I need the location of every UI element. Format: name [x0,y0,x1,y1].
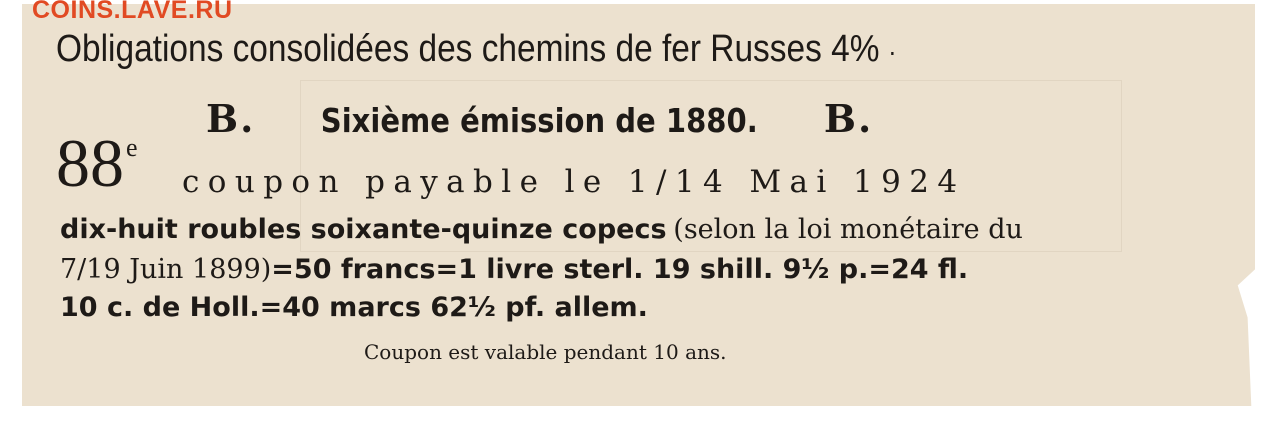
bond-title [56,28,896,71]
emission-line [206,96,873,141]
site-watermark: COINS.LAVE.RU [32,0,233,24]
amount-equivalents-1: =50 francs=1 livre sterl. 19 shill. 9½ p.=24 fl. [271,254,969,285]
validity-note: Coupon est valable pendant 10 ans. [364,340,727,364]
payable-date-line: coupon payable le 1/14 Mai 1924 [182,164,966,200]
title-trailing-mark: · [888,36,897,67]
amount-law-note: (selon la loi monétaire du [673,214,1023,245]
amount-law-date: 7/19 Juin 1899) [60,254,272,285]
emission-text: Sixième émission de 1880. [321,101,759,140]
amount-line-1 [60,214,1023,245]
coupon-number-suffix: e [126,133,138,162]
coupon-number-value: 88 [56,125,124,201]
amount-equivalents-2: 10 c. de Holl.=40 marcs 62½ pf. allem. [60,292,648,323]
amount-line-2 [60,254,968,285]
amount-words: dix-huit roubles soixante-quinze copecs [60,214,667,245]
bond-title-text: Obligations consolidées des chemins de fer Russes 4% [56,28,880,70]
series-letter-left: B. [206,96,256,141]
amount-line-3 [60,292,648,323]
coupon-number [56,124,138,203]
series-letter-right: B. [823,96,874,141]
